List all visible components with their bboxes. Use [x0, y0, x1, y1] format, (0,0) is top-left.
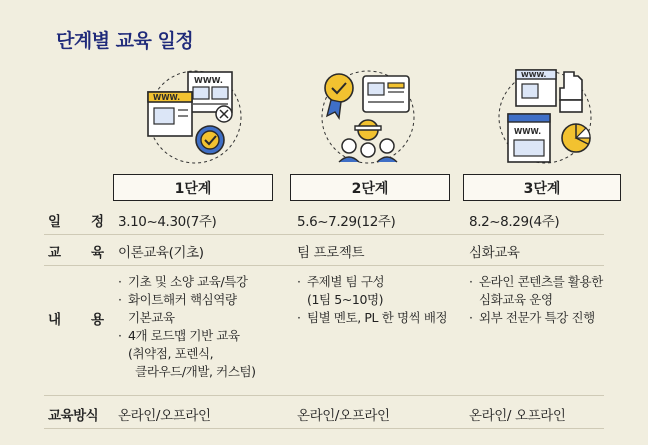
www-label-4: WWW. [514, 127, 542, 136]
stage-1-education: 이론교육(기초) [118, 245, 204, 261]
stage-2-education: 팀 프로젝트 [297, 245, 365, 261]
web-pages-gear-icon [140, 62, 250, 172]
stage-2-method: 온라인/오프라인 [297, 408, 390, 424]
schedule-label [48, 210, 104, 230]
stage-2-header: 2단계 [290, 174, 450, 201]
stage-3-content [469, 273, 603, 327]
row-divider [44, 265, 604, 266]
content-label-char-1: 내 [48, 312, 62, 328]
list-item: · 4개 로드맵 기반 교육 (취약점, 포렌식, 클라우드/개발, 커스텀) [118, 327, 256, 381]
list-item: · 화이트해커 핵심역량 기본교육 [118, 291, 256, 327]
list-item: · 주제별 팀 구성 (1팀 5~10명) [297, 273, 447, 309]
education-label-char-1: 교 [48, 245, 62, 261]
www-label-3: WWW. [521, 71, 547, 79]
stage-3-header: 3단계 [463, 174, 621, 201]
www-label-2: WWW. [153, 93, 181, 102]
row-divider [44, 234, 604, 235]
stage-1-header: 1단계 [113, 174, 273, 201]
list-item: · 외부 전문가 특강 진행 [469, 309, 603, 327]
method-label: 교육방식 [48, 408, 99, 424]
page-title: 단계별 교육 일정 [56, 30, 194, 52]
content-label [48, 308, 104, 328]
education-label-char-2: 육 [90, 245, 104, 261]
list-item: · 온라인 콘텐츠를 활용한 심화교육 운영 [469, 273, 603, 309]
team-project-icon [313, 62, 423, 172]
stage-3-method: 온라인/ 오프라인 [469, 408, 566, 424]
schedule-label-char-2: 정 [90, 214, 104, 230]
list-item: · 팀별 멘토, PL 한 명씩 배정 [297, 309, 447, 327]
stage-1-method: 온라인/오프라인 [118, 408, 211, 424]
stage-1-schedule: 3.10~4.30(7주) [118, 214, 217, 230]
content-label-char-2: 용 [90, 312, 104, 328]
advanced-training-icon [490, 62, 600, 172]
stage-2-content [297, 273, 447, 327]
row-divider [44, 428, 604, 429]
stage-1-content [118, 273, 256, 381]
schedule-label-char-1: 일 [48, 214, 62, 230]
stage-3-education: 심화교육 [469, 245, 520, 261]
www-label: WWW. [194, 76, 223, 85]
education-label [48, 241, 104, 261]
stage-3-schedule: 8.2~8.29(4주) [469, 214, 560, 230]
stage-2-schedule: 5.6~7.29(12주) [297, 214, 396, 230]
row-divider [44, 395, 604, 396]
list-item: · 기초 및 소양 교육/특강 [118, 273, 256, 291]
